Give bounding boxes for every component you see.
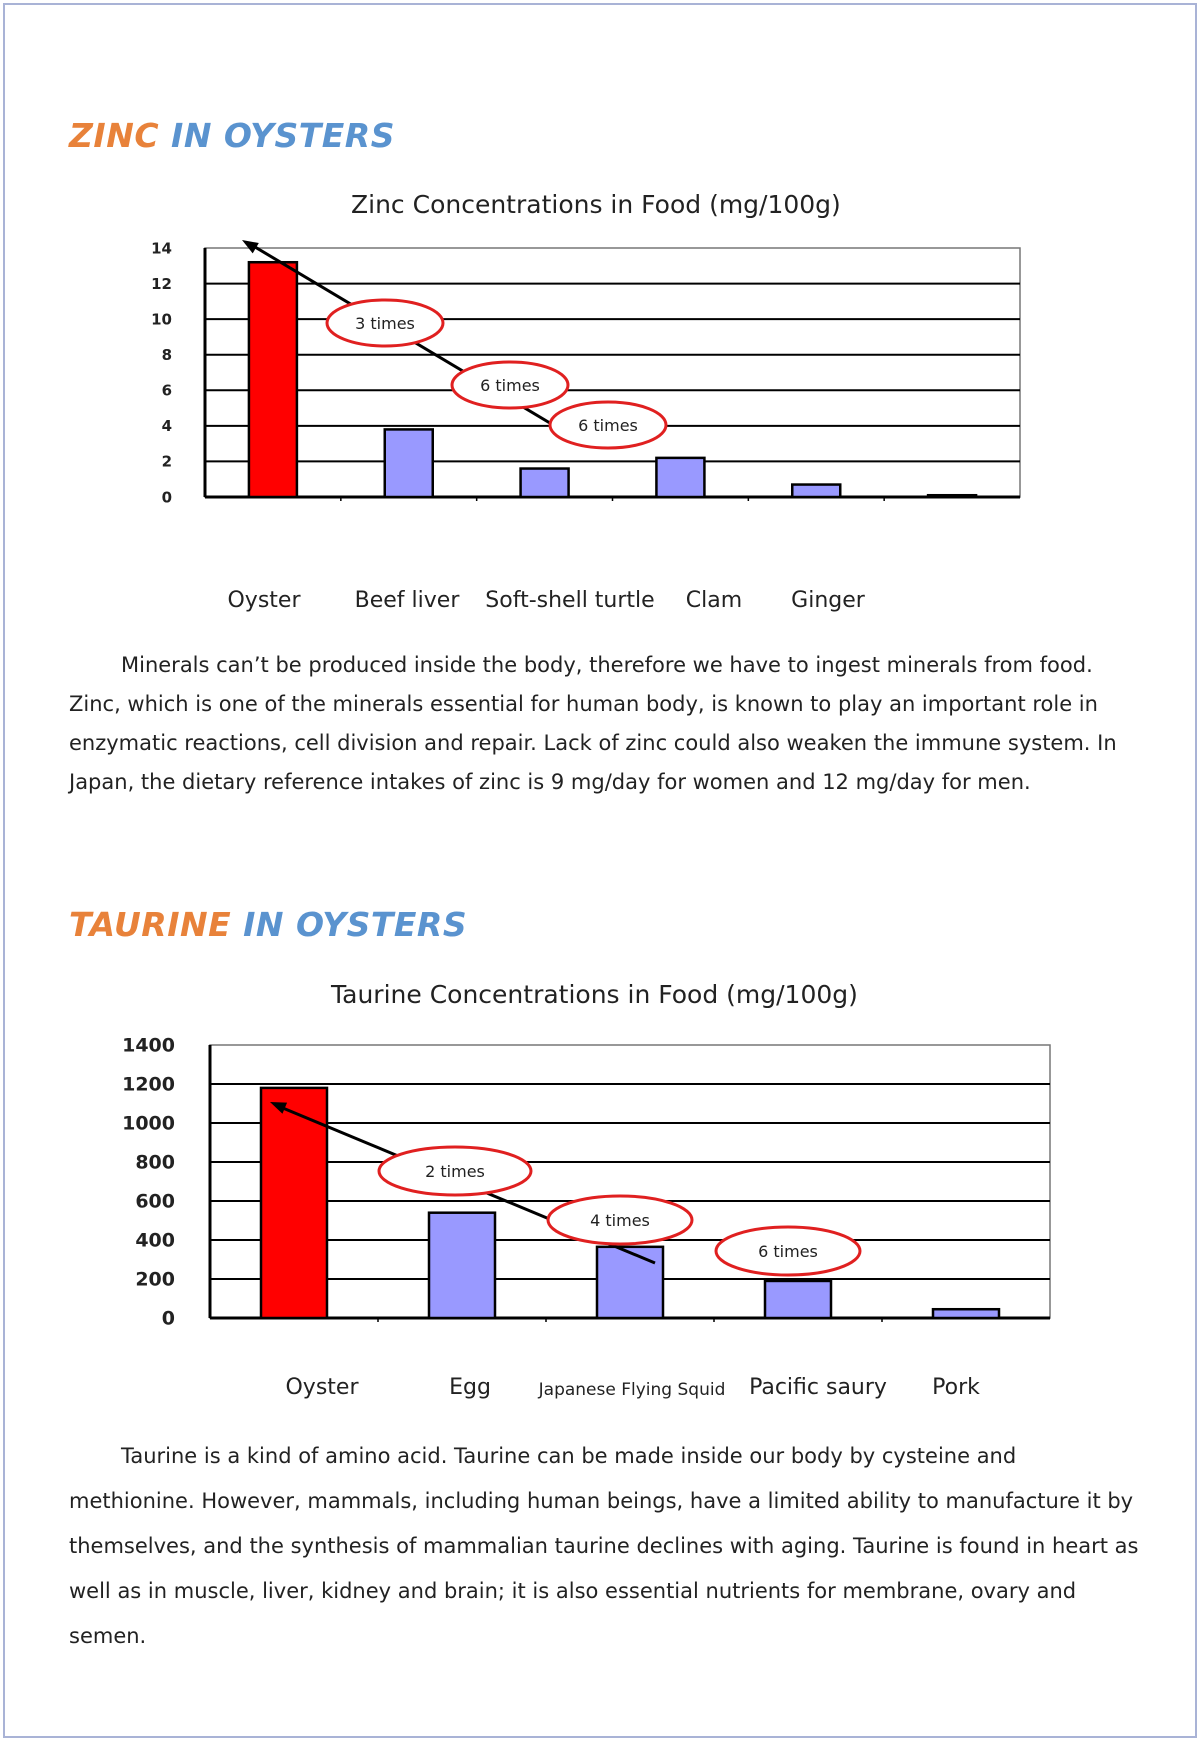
zinc-bar-item — [928, 495, 976, 497]
zinc-bar-clam — [656, 458, 704, 497]
taurine-category-label: Pork — [932, 1375, 980, 1400]
zinc-category-label: Ginger — [791, 588, 865, 613]
taurine-y-tick-label: 400 — [135, 1229, 175, 1252]
taurine-bar-japanese-flying-squid — [597, 1247, 663, 1318]
zinc-paragraph-text: Minerals can’t be produced inside the body, therefore we have to ingest minerals from food. Zinc, which is one of the minerals essential for human body, is known to play an important role in enzymatic reactions, cell division and repair. Lack of zinc could also weaken the immune system. In Japan, the dietary reference intakes of zinc is 9 mg/day for women and 12 mg/day for men. — [69, 653, 1117, 794]
zinc-bar-oyster — [249, 262, 297, 497]
zinc-annotation-label: 3 times — [355, 314, 415, 333]
zinc-y-tick-label: 14 — [151, 239, 172, 258]
zinc-heading-word1: ZINC — [69, 116, 160, 155]
zinc-y-tick-label: 12 — [151, 274, 172, 293]
taurine-annotation-label: 4 times — [590, 1211, 650, 1230]
taurine-bar-pacific-saury — [765, 1281, 831, 1318]
taurine-y-tick-label: 1000 — [122, 1112, 175, 1135]
zinc-bar-soft-shell-turtle — [521, 469, 569, 497]
taurine-annotation-label: 6 times — [758, 1242, 818, 1261]
taurine-heading — [69, 905, 467, 944]
zinc-heading — [69, 116, 395, 155]
taurine-bar-pork — [933, 1309, 999, 1318]
zinc-y-tick-label: 8 — [161, 345, 172, 364]
zinc-category-label: Clam — [685, 588, 743, 613]
zinc-category-label: Soft-shell turtle — [485, 588, 655, 613]
zinc-chart — [150, 235, 1030, 570]
zinc-chart-title: Zinc Concentrations in Food (mg/100g) — [351, 190, 841, 219]
zinc-y-tick-label: 10 — [151, 310, 172, 329]
zinc-heading-word2: IN OYSTERS — [171, 116, 395, 155]
taurine-category-label: Egg — [449, 1375, 491, 1400]
zinc-y-tick-label: 0 — [161, 488, 172, 507]
zinc-annotation-label: 6 times — [480, 376, 540, 395]
zinc-category-label: Beef liver — [354, 588, 460, 613]
zinc-y-tick-label: 2 — [161, 452, 172, 471]
taurine-category-label: Oyster — [285, 1375, 359, 1400]
taurine-y-tick-label: 0 — [161, 1307, 175, 1330]
zinc-annotation-label: 6 times — [578, 416, 638, 435]
zinc-plot-area — [205, 248, 1020, 497]
taurine-heading-word2: IN OYSTERS — [243, 905, 468, 944]
taurine-category-label: Japanese Flying Squid — [538, 1380, 726, 1400]
zinc-bar-ginger — [792, 485, 840, 497]
zinc-bar-beef-liver — [385, 429, 433, 497]
taurine-y-tick-label: 1400 — [122, 1034, 175, 1057]
taurine-heading-word1: TAURINE — [69, 905, 232, 944]
taurine-annotation-label: 2 times — [425, 1162, 485, 1181]
zinc-arrow-head — [242, 240, 259, 253]
zinc-y-tick-label: 4 — [161, 417, 172, 436]
taurine-category-label: Pacific saury — [749, 1375, 887, 1400]
taurine-chart — [122, 1028, 1080, 1398]
taurine-paragraph — [69, 1434, 1139, 1659]
taurine-y-tick-label: 600 — [135, 1190, 175, 1213]
taurine-bar-egg — [429, 1213, 495, 1318]
taurine-chart-title: Taurine Concentrations in Food (mg/100g) — [331, 980, 858, 1009]
zinc-category-label: Oyster — [227, 588, 301, 613]
taurine-paragraph-text: Taurine is a kind of amino acid. Taurine can be made inside our body by cysteine and methionine. However, mammals, including human beings, have a limited ability to manufacture it by themselves, and the synthesis of mammalian taurine declines with aging. Taurine is found in heart as well as in muscle, liver, kidney and brain; it is also essential nutrients for membrane, ovary and semen. — [69, 1444, 1139, 1648]
taurine-y-tick-label: 800 — [135, 1151, 175, 1174]
taurine-y-tick-label: 200 — [135, 1268, 175, 1291]
taurine-y-tick-label: 1200 — [122, 1073, 175, 1096]
zinc-paragraph — [69, 646, 1139, 802]
zinc-y-tick-label: 6 — [161, 381, 172, 400]
